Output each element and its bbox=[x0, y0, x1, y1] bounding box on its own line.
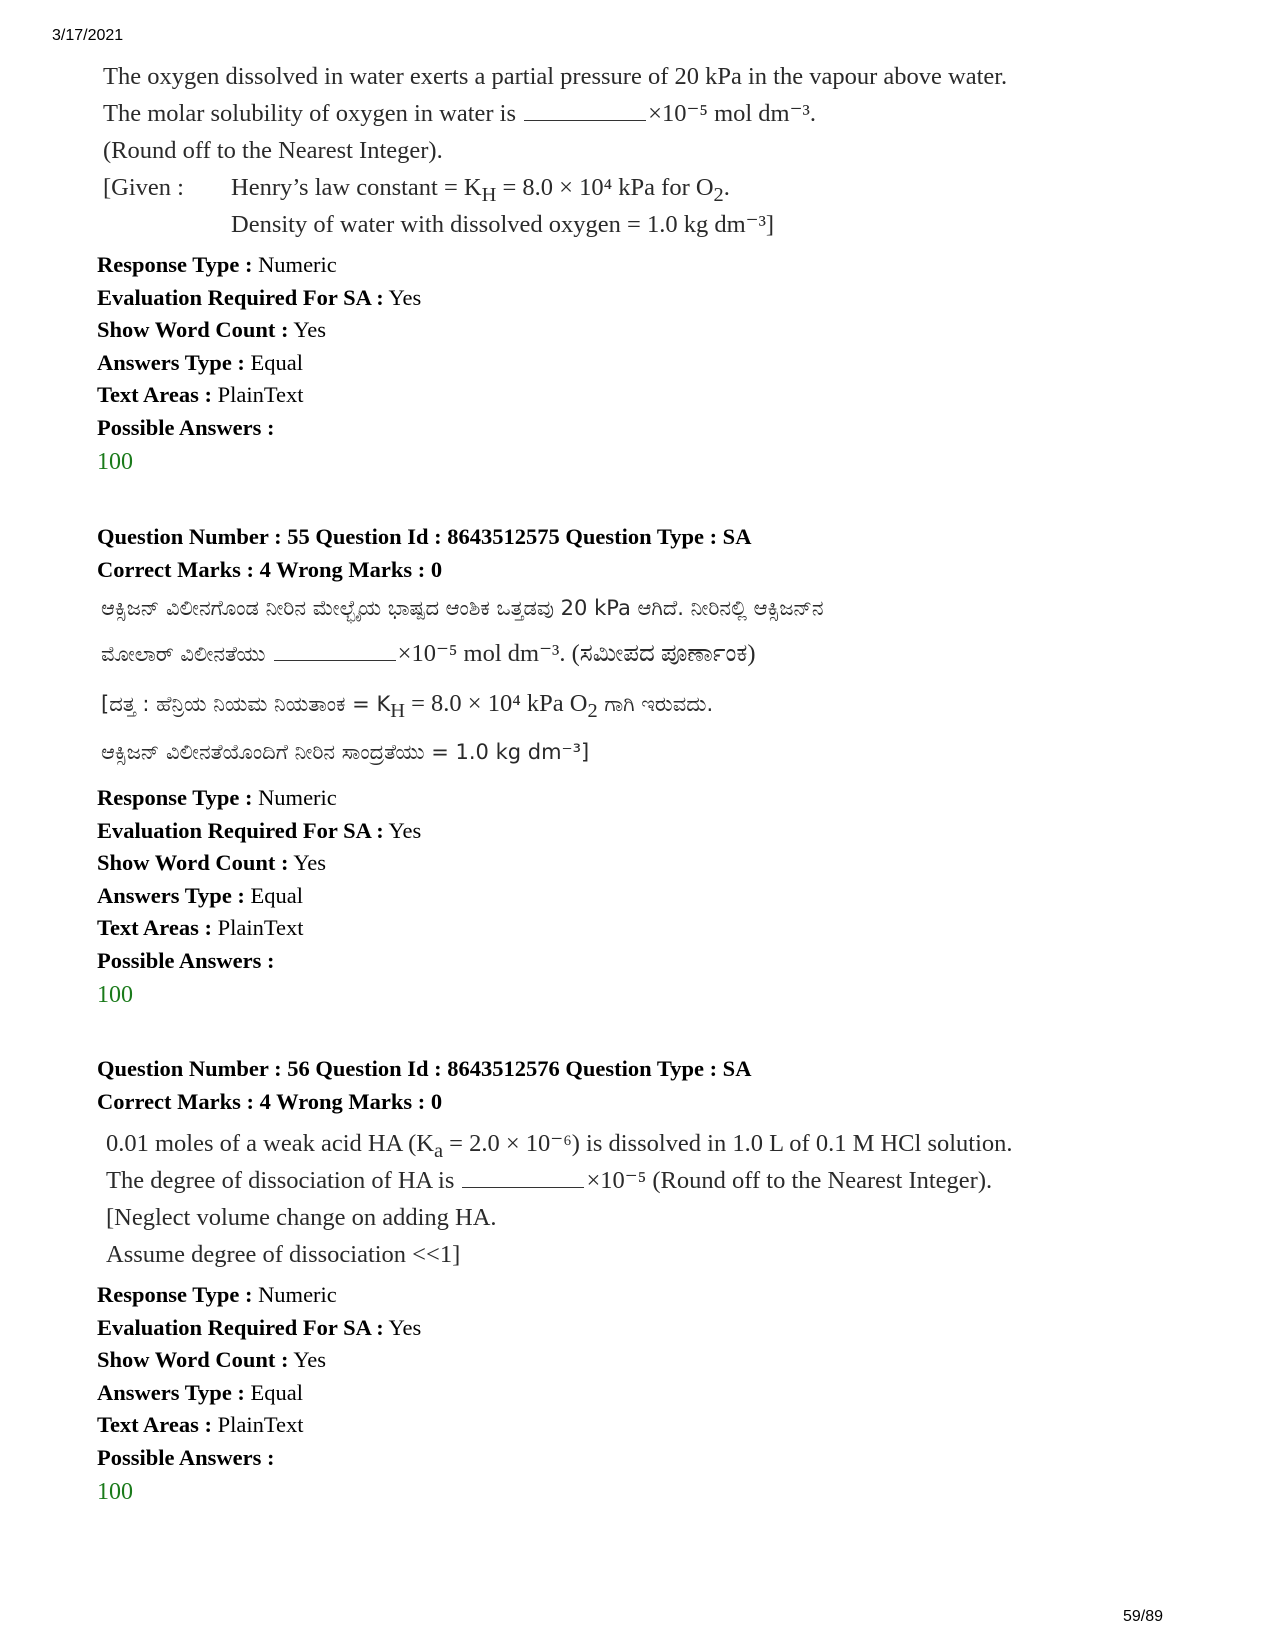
q56-line-2-unit: ×10⁻⁵ (Round off to the Nearest Integer). bbox=[586, 1167, 993, 1194]
q55-marks: Correct Marks : 4 Wrong Marks : 0 bbox=[97, 557, 443, 582]
evaluation-label: Evaluation Required For SA : bbox=[97, 284, 384, 310]
evaluation-value: Yes bbox=[388, 284, 422, 310]
q56-heading: Question Number : 56 Question Id : 8643512576 Question Type : SA bbox=[97, 1056, 752, 1081]
word-count-value: Yes bbox=[293, 850, 327, 876]
text-areas-label: Text Areas : bbox=[97, 382, 212, 408]
q54-meta bbox=[97, 249, 421, 479]
response-type-value: Numeric bbox=[258, 1282, 337, 1307]
q54-o2-sub: 2 bbox=[713, 183, 724, 206]
page-number: 59/89 bbox=[1122, 1608, 1163, 1625]
text-areas-label: Text Areas : bbox=[97, 1412, 212, 1438]
q55-kn-line-2 bbox=[101, 635, 756, 673]
word-count-label: Show Word Count : bbox=[97, 850, 289, 876]
answers-type-label: Answers Type : bbox=[97, 1379, 245, 1405]
response-type-label: Response Type : bbox=[97, 252, 253, 277]
q54-henry-value: = 8.0 × 10⁴ kPa for O bbox=[496, 174, 714, 201]
word-count-value: Yes bbox=[293, 317, 327, 343]
q56-line-4: Assume degree of dissociation <<1] bbox=[106, 1241, 461, 1268]
response-type-row bbox=[97, 782, 421, 815]
word-count-value: Yes bbox=[293, 1347, 327, 1373]
text-areas-label: Text Areas : bbox=[97, 915, 212, 941]
q56-meta bbox=[97, 1279, 421, 1509]
q55-kn-line-4: ಆಕ್ಸಿಜನ್ ವಿಲೀನತೆಯೊಂದಿಗೆ ನೀರಿನ ಸಾಂದ್ರತೆಯು = 1.0 kg dm⁻³] bbox=[101, 740, 590, 764]
q54-henry-sub: H bbox=[481, 183, 497, 206]
q56-line-2-text: The degree of dissociation of HA is bbox=[106, 1167, 455, 1194]
answer-blank bbox=[274, 640, 396, 661]
text-areas-value: PlainText bbox=[217, 915, 304, 941]
possible-answers-row bbox=[97, 1442, 421, 1475]
q56-line-2 bbox=[106, 1162, 992, 1199]
answers-type-label: Answers Type : bbox=[97, 882, 245, 908]
print-date: 3/17/2021 bbox=[52, 27, 124, 44]
q54-line-3: (Round off to the Nearest Integer). bbox=[103, 137, 443, 164]
possible-answers-label: Possible Answers : bbox=[97, 947, 275, 973]
answers-type-row bbox=[97, 1377, 421, 1410]
text-areas-row bbox=[97, 912, 421, 945]
q54-henry-end: . bbox=[723, 174, 730, 201]
q55-kn-line-1: ಆಕ್ಸಿಜನ್ ವಿಲೀನಗೊಂಡ ನೀರಿನ ಮೇಲ್ಭೈಯ ಭಾಷ್ಪದ ಆಂಶಿಕ ಒತ್ತಡವು 20 kPa ಆಗಿದೆ. ನೀರಿನಲ್ಲಿ ಆಕ್ಸಿಜನ್‌ನ bbox=[101, 596, 824, 620]
answer-blank bbox=[524, 100, 646, 121]
q55-kn-given-end: ಗಾಗಿ ಇರುವದು. bbox=[597, 692, 714, 716]
q54-line-2-unit: ×10⁻⁵ mol dm⁻³. bbox=[648, 100, 817, 127]
word-count-row bbox=[97, 1344, 421, 1377]
answers-type-value: Equal bbox=[250, 882, 304, 908]
q55-kn-line-2-unit: ×10⁻⁵ mol dm⁻³. (ಸಮೀಪದ ಪೂರ್ಣಾಂಕ) bbox=[397, 640, 756, 667]
q56-marks: Correct Marks : 4 Wrong Marks : 0 bbox=[97, 1089, 443, 1114]
answers-type-value: Equal bbox=[250, 1379, 304, 1405]
q56-ka-sub: a bbox=[433, 1139, 444, 1162]
possible-answer-value: 100 bbox=[97, 1478, 133, 1505]
answers-type-row bbox=[97, 347, 421, 380]
answer-blank bbox=[462, 1167, 584, 1188]
evaluation-row bbox=[97, 1312, 421, 1345]
evaluation-row bbox=[97, 282, 421, 315]
answers-type-row bbox=[97, 880, 421, 913]
q56-line-1-rest: = 2.0 × 10⁻⁶) is dissolved in 1.0 L of 0.1 M HCl solution. bbox=[443, 1130, 1013, 1157]
response-type-row bbox=[97, 1279, 421, 1312]
evaluation-label: Evaluation Required For SA : bbox=[97, 817, 384, 843]
word-count-label: Show Word Count : bbox=[97, 317, 289, 343]
answers-type-value: Equal bbox=[250, 349, 304, 375]
possible-answers-label: Possible Answers : bbox=[97, 1444, 275, 1470]
possible-answers-row bbox=[97, 412, 421, 445]
q55-kn-given-text: [ದತ್ತ : ಹೆನ್ರಿಯ ನಿಯಮ ನಿಯತಾಂಕ = K bbox=[101, 692, 391, 716]
evaluation-value: Yes bbox=[388, 817, 422, 843]
possible-answer-value: 100 bbox=[97, 981, 133, 1008]
response-type-row bbox=[97, 249, 421, 282]
text-areas-value: PlainText bbox=[217, 382, 304, 408]
response-type-value: Numeric bbox=[258, 252, 337, 277]
text-areas-row bbox=[97, 1409, 421, 1442]
possible-answers-row bbox=[97, 945, 421, 978]
evaluation-value: Yes bbox=[388, 1314, 422, 1340]
possible-answers-label: Possible Answers : bbox=[97, 414, 275, 440]
word-count-label: Show Word Count : bbox=[97, 1347, 289, 1373]
evaluation-label: Evaluation Required For SA : bbox=[97, 1314, 384, 1340]
word-count-row bbox=[97, 847, 421, 880]
q55-meta bbox=[97, 782, 421, 1012]
q54-line-1: The oxygen dissolved in water exerts a partial pressure of 20 kPa in the vapour above water. bbox=[103, 63, 1008, 90]
q55-heading: Question Number : 55 Question Id : 8643512575 Question Type : SA bbox=[97, 524, 752, 549]
word-count-row bbox=[97, 314, 421, 347]
q55-henry-sub: H bbox=[390, 699, 405, 722]
q55-kn-line-3 bbox=[101, 685, 713, 730]
q55-henry-value: = 8.0 × 10⁴ kPa O bbox=[404, 690, 588, 717]
q56-line-1-text: 0.01 moles of a weak acid HA (K bbox=[106, 1130, 434, 1157]
response-type-label: Response Type : bbox=[97, 785, 253, 810]
q54-line-2-text: The molar solubility of oxygen in water is bbox=[103, 100, 517, 127]
q54-henry-text: Henry’s law constant = K bbox=[231, 174, 482, 201]
evaluation-row bbox=[97, 815, 421, 848]
q56-line-3: [Neglect volume change on adding HA. bbox=[106, 1204, 497, 1231]
answers-type-label: Answers Type : bbox=[97, 349, 245, 375]
text-areas-row bbox=[97, 379, 421, 412]
q54-given-label: [Given : bbox=[103, 174, 184, 201]
q54-line-2 bbox=[103, 95, 816, 132]
response-type-label: Response Type : bbox=[97, 1282, 253, 1307]
possible-answer-value: 100 bbox=[97, 448, 133, 475]
q55-kn-line-2-text: ಮೋಲಾರ್ ವಿಲೀನತೆಯು bbox=[101, 642, 266, 666]
q54-line-5: Density of water with dissolved oxygen = 1.0 kg dm⁻³] bbox=[231, 211, 775, 238]
response-type-value: Numeric bbox=[258, 785, 337, 810]
text-areas-value: PlainText bbox=[217, 1412, 304, 1438]
q55-o2-sub: 2 bbox=[587, 699, 598, 722]
